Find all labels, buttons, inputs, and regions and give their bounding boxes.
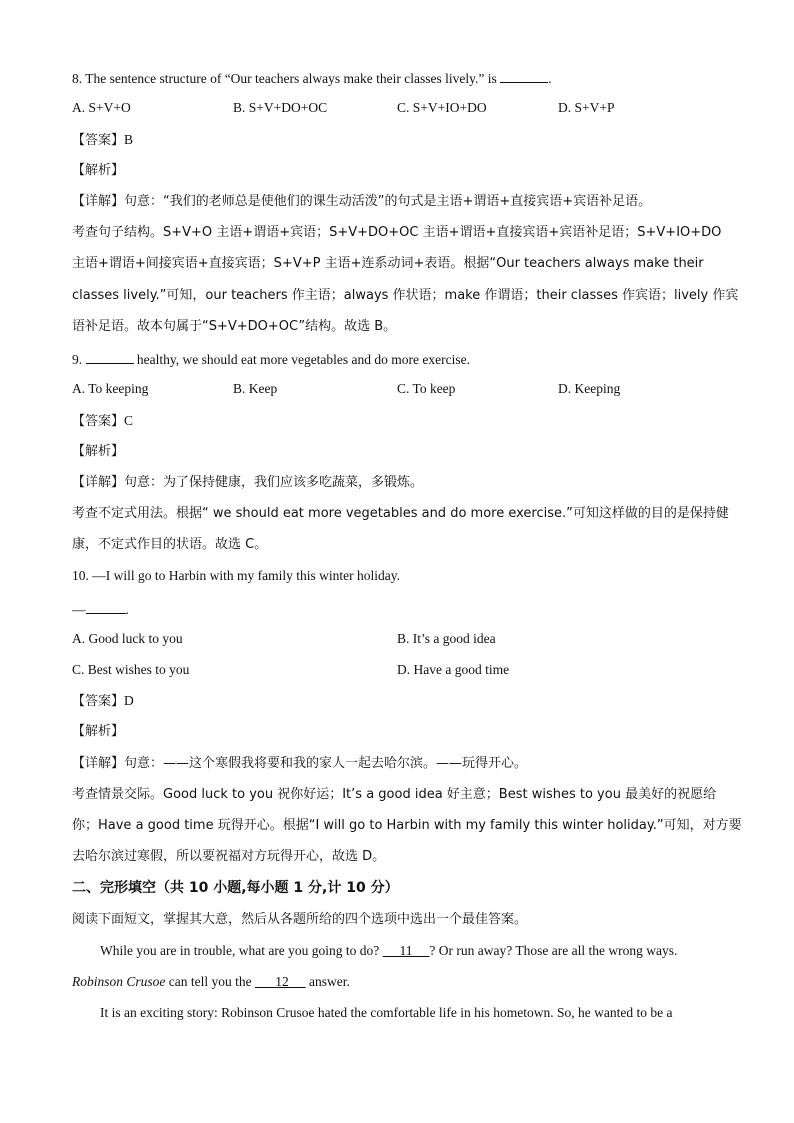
q8-stem (72, 68, 732, 88)
q8-analysis-label: 【解析】 (72, 163, 125, 178)
detail-label: 【详解】 (72, 756, 125, 771)
q10-answer (72, 692, 732, 711)
section-2-instruction: 阅读下面短文，掌握其大意，然后从各题所给的四个选项中选出一个最佳答案。 (72, 912, 528, 927)
q10-reply-dash: — (72, 602, 86, 617)
q9-option-a: A. To keeping (72, 381, 149, 396)
q9-detail-1 (72, 474, 732, 492)
blank-11 (383, 943, 430, 958)
detail-label: 【详解】 (72, 194, 125, 209)
q8-answer (72, 131, 732, 150)
blank-11-number: 11 (399, 943, 413, 958)
q10-detail-1-text: 句意：——这个寒假我将要和我的家人一起去哈尔滨。——玩得开心。 (124, 756, 528, 771)
q10-reply-end: . (125, 602, 129, 617)
q8-detail-1-text: 句意：“我们的老师总是使他们的课生动活泼”的句式是主语+谓语+直接宾语+宾语补足语。 (124, 194, 652, 209)
q8-detail-4: classes lively.”可知，our teachers 作主语；always 作状语；make 作谓语；their classes 作宾语；lively 作宾 (72, 288, 739, 303)
q10-option-d: D. Have a good time (397, 662, 510, 677)
passage-text: ? Or run away? Those are all the wrong ways. (429, 943, 678, 958)
q10-analysis-label: 【解析】 (72, 724, 125, 739)
q9-detail-3: 康，不定式作目的状语。故选 C。 (72, 537, 268, 552)
q10-detail-2: 考查情景交际。Good luck to you 祝你好运；It’s a good idea 好主意；Best wishes to you 最美好的祝愿给 (72, 787, 717, 802)
q8-detail-3: 主语+谓语+间接宾语+直接宾语；S+V+P 主语+连系动词+表语。根据“Our teachers always make their (72, 256, 704, 271)
q9-answer (72, 412, 732, 431)
q10-detail-3: 你；Have a good time 玩得开心。根据“I will go to Harbin with my family this winter holiday.”可知，对方要 (72, 818, 742, 833)
q8-answer-value: B (124, 132, 134, 147)
q8-blank (500, 68, 548, 83)
book-title: Robinson Crusoe (72, 974, 166, 989)
passage-text: answer. (309, 974, 350, 989)
blank-12 (255, 974, 306, 989)
passage-line-2 (72, 973, 732, 991)
answer-label: 【答案】 (72, 414, 125, 429)
q9-stem-text: healthy, we should eat more vegetables and do more exercise. (136, 352, 470, 367)
q9-option-d: D. Keeping (558, 381, 621, 396)
q9-option-c: C. To keep (397, 381, 456, 396)
passage-text: can tell you the (168, 974, 252, 989)
q9-number: 9. (72, 352, 83, 367)
q10-option-a: A. Good luck to you (72, 631, 183, 646)
q8-detail-5: 语补足语。故本句属于“S+V+DO+OC”结构。故选 B。 (72, 319, 397, 334)
q10-detail-4: 去哈尔滨过寒假，所以要祝福对方玩得开心，故选 D。 (72, 849, 386, 864)
q8-option-a: A. S+V+O (72, 100, 131, 115)
q9-stem (72, 349, 732, 369)
q9-analysis-label: 【解析】 (72, 444, 125, 459)
passage-line-1 (100, 942, 760, 960)
q8-option-d: D. S+V+P (558, 100, 615, 115)
q10-stem: 10. —I will go to Harbin with my family this winter holiday. (72, 568, 400, 583)
q10-blank (86, 599, 126, 614)
q9-answer-value: C (124, 413, 134, 428)
q9-option-b: B. Keep (233, 381, 278, 396)
q9-blank (86, 349, 134, 364)
section-2-heading: 二、完形填空（共 10 小题,每小题 1 分,计 10 分） (72, 880, 399, 896)
detail-label: 【详解】 (72, 475, 125, 490)
q10-reply (72, 599, 732, 619)
q10-option-c: C. Best wishes to you (72, 662, 190, 677)
q8-stem-text: 8. The sentence structure of “Our teachers always make their classes lively.” is (72, 71, 497, 86)
answer-label: 【答案】 (72, 133, 125, 148)
q9-detail-2: 考查不定式用法。根据“ we should eat more vegetables and do more exercise.”可知这样做的目的是保持健 (72, 506, 729, 521)
blank-12-number: 12 (275, 974, 289, 989)
q8-detail-2: 考查句子结构。S+V+O 主语+谓语+宾语；S+V+DO+OC 主语+谓语+直接宾语+宾语补足语；S+V+IO+DO (72, 225, 722, 240)
q8-detail-1 (72, 193, 732, 211)
answer-label: 【答案】 (72, 694, 125, 709)
q9-detail-1-text: 句意：为了保持健康，我们应该多吃蔬菜，多锻炼。 (124, 475, 424, 490)
passage-line-3: It is an exciting story: Robinson Crusoe hated the comfortable life in his hometown. So, he wanted to be a (100, 1005, 673, 1020)
q8-option-b: B. S+V+DO+OC (233, 100, 328, 115)
q8-option-c: C. S+V+IO+DO (397, 100, 487, 115)
q10-option-b: B. It’s a good idea (397, 631, 496, 646)
passage-text: While you are in trouble, what are you going to do? (100, 943, 380, 958)
q8-stem-end: . (548, 71, 552, 86)
q10-answer-value: D (124, 693, 134, 708)
q10-detail-1 (72, 755, 732, 773)
